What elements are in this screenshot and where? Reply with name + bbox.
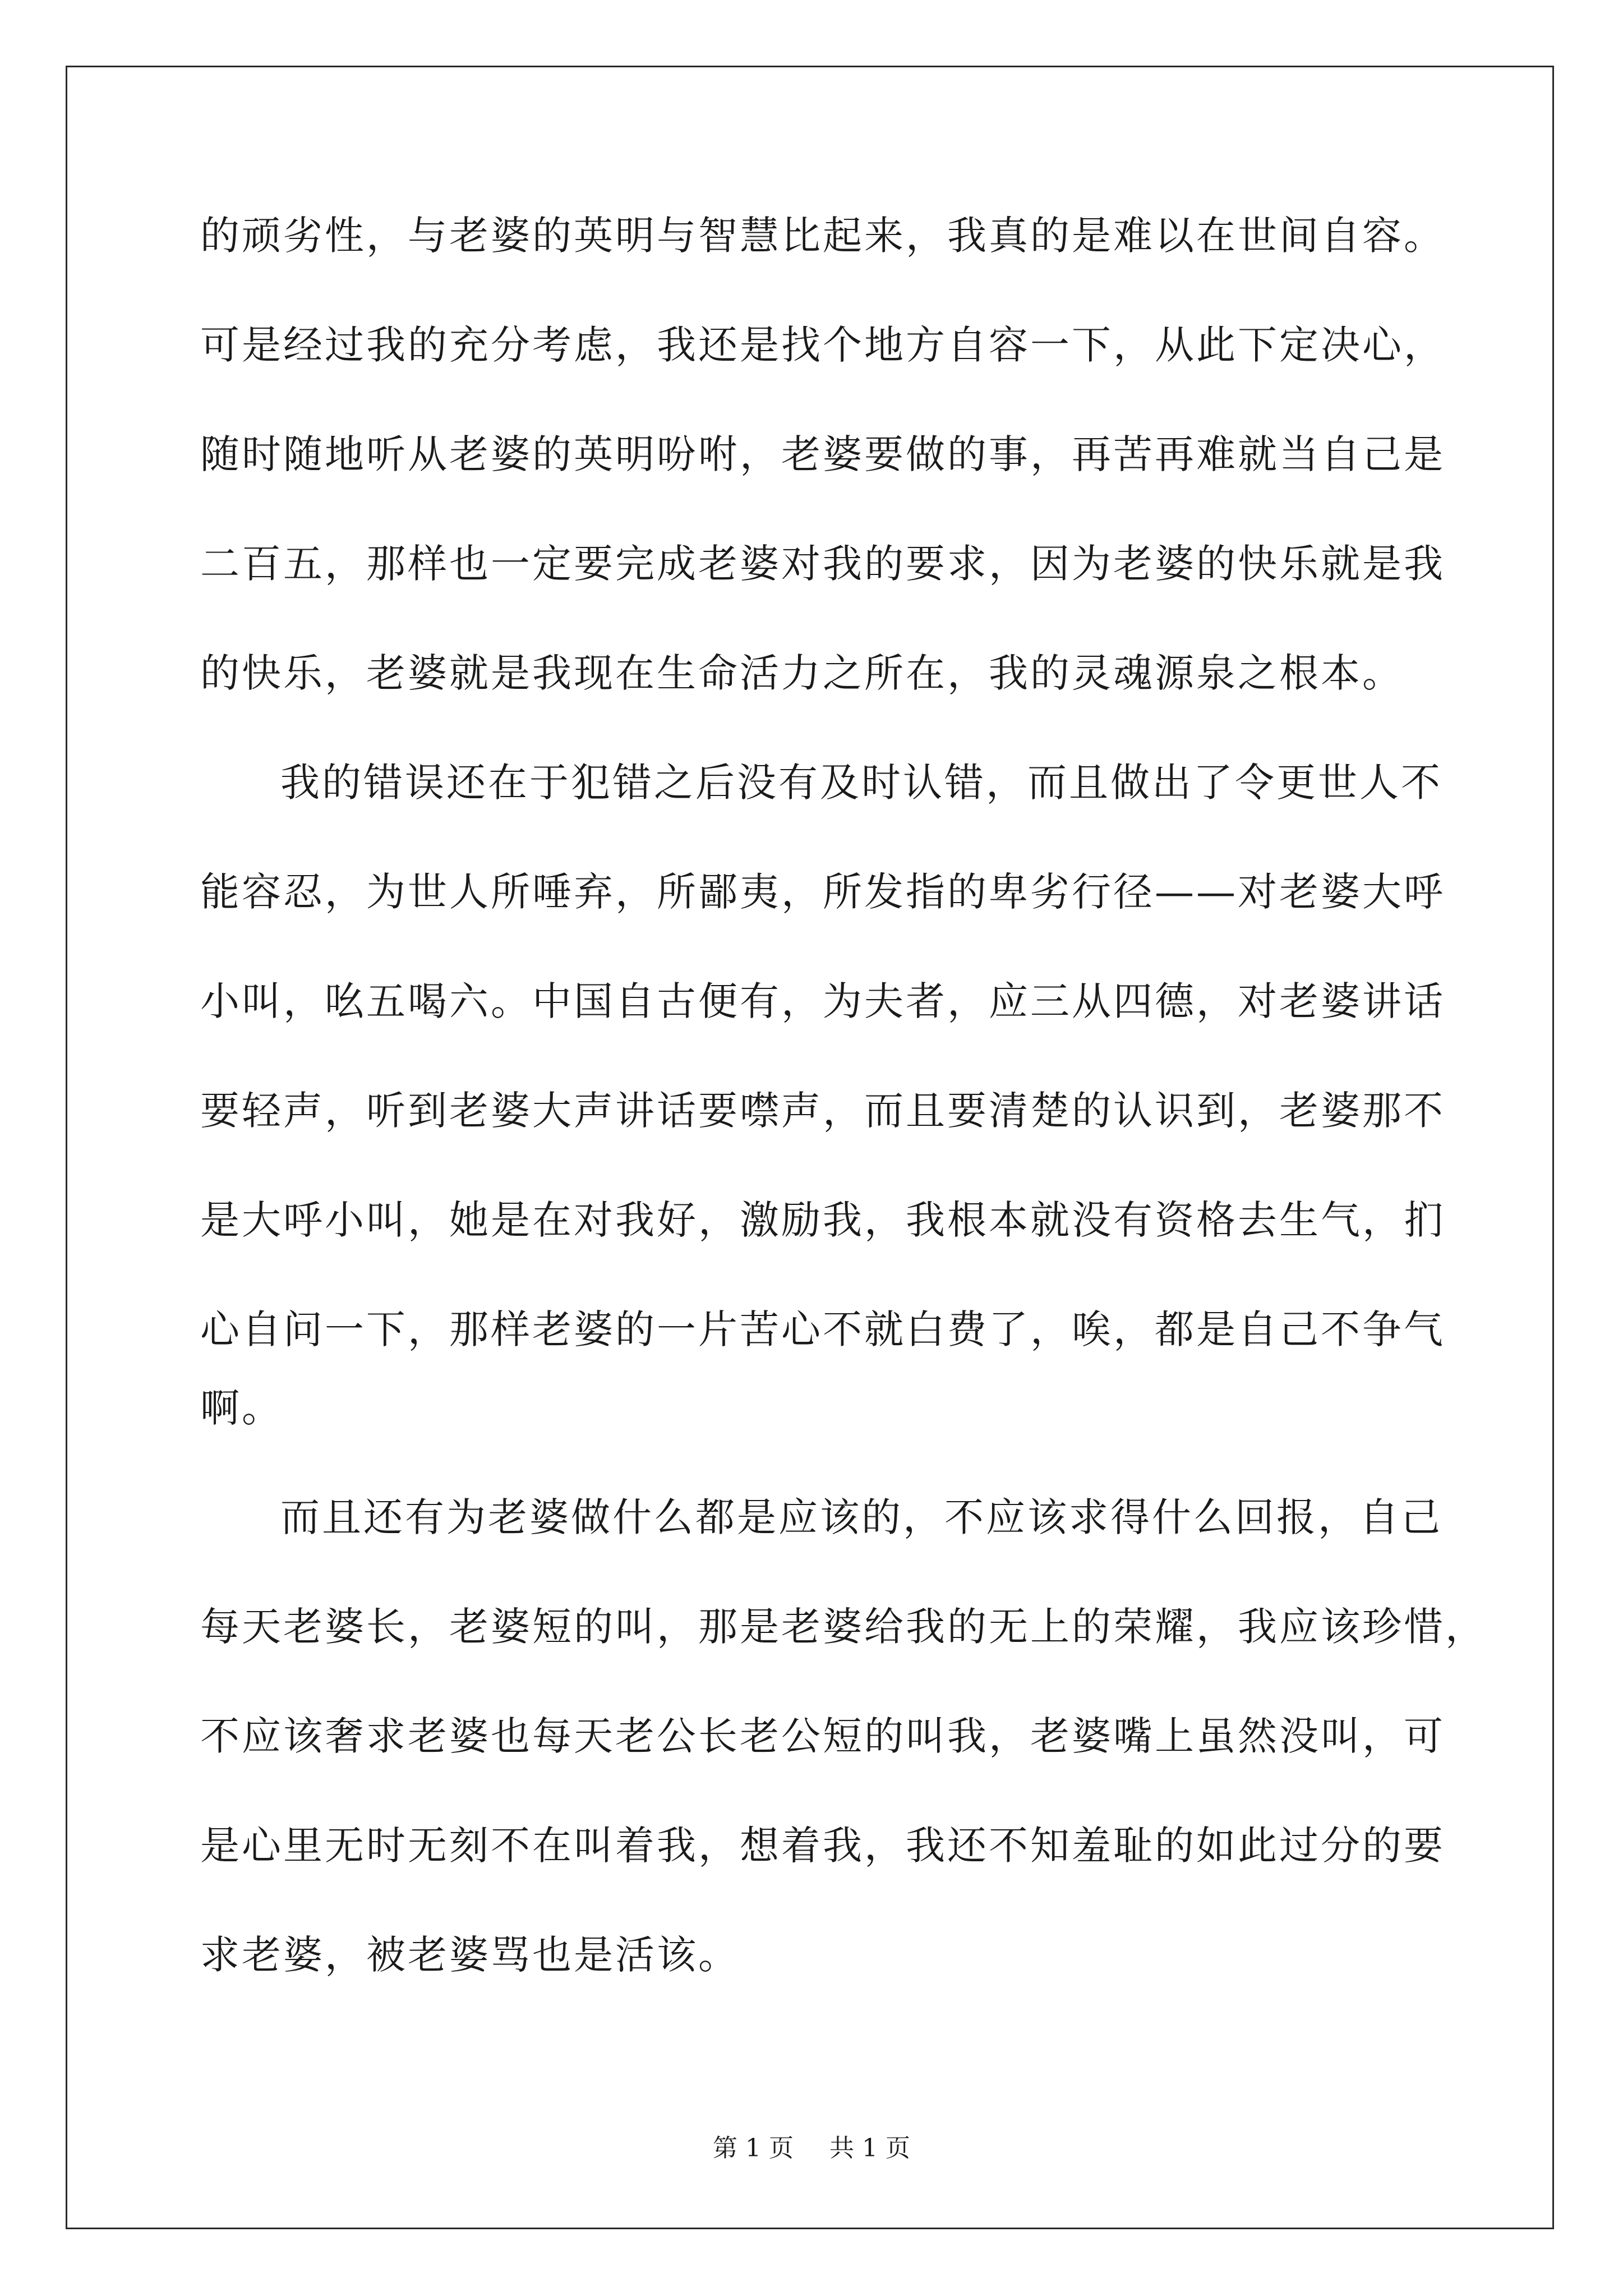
text-line: 求老婆，被老婆骂也是活该。 [200, 1932, 740, 1978]
text-line: 能容忍，为世人所唾弃，所鄙夷，所发指的卑劣行径——对老婆大呼 [200, 869, 1445, 915]
text-line: 可是经过我的充分考虑，我还是找个地方自容一下，从此下定决心， [200, 322, 1445, 368]
text-line: 而且还有为老婆做什么都是应该的，不应该求得什么回报，自己 [280, 1494, 1442, 1540]
text-line: 心自问一下，那样老婆的一片苦心不就白费了，唉，都是自己不争气 [200, 1306, 1445, 1352]
text-line: 小叫，吆五喝六。中国自古便有，为夫者，应三从四德，对老婆讲话 [200, 978, 1445, 1024]
text-line: 的快乐，老婆就是我现在生命活力之所在，我的灵魂源泉之根本。 [200, 650, 1404, 696]
text-line: 每天老婆长，老婆短的叫，那是老婆给我的无上的荣耀，我应该珍惜， [200, 1604, 1487, 1650]
text-line: 二百五，那样也一定要完成老婆对我的要求，因为老婆的快乐就是我 [200, 541, 1445, 587]
page-footer [0, 2132, 1623, 2165]
text-line: 随时随地听从老婆的英明吩咐，老婆要做的事，再苦再难就当自己是 [200, 431, 1445, 477]
text-line: 的顽劣性，与老婆的英明与智慧比起来，我真的是难以在世间自容。 [200, 213, 1445, 259]
text-line: 是大呼小叫，她是在对我好，激励我，我根本就没有资格去生气，扪 [200, 1197, 1445, 1243]
page-number: 第 1 页 [713, 2134, 794, 2162]
text-line: 是心里无时无刻不在叫着我，想着我，我还不知羞耻的如此过分的要 [200, 1823, 1445, 1869]
page-total: 共 1 页 [829, 2134, 910, 2162]
text-line: 要轻声，听到老婆大声讲话要噤声，而且要清楚的认识到，老婆那不 [200, 1088, 1445, 1134]
page-border [66, 66, 1554, 2229]
text-line: 啊。 [200, 1385, 283, 1431]
text-line: 不应该奢求老婆也每天老公长老公短的叫我，老婆嘴上虽然没叫，可 [200, 1713, 1445, 1759]
text-line: 我的错误还在于犯错之后没有及时认错，而且做出了令更世人不 [280, 760, 1442, 806]
